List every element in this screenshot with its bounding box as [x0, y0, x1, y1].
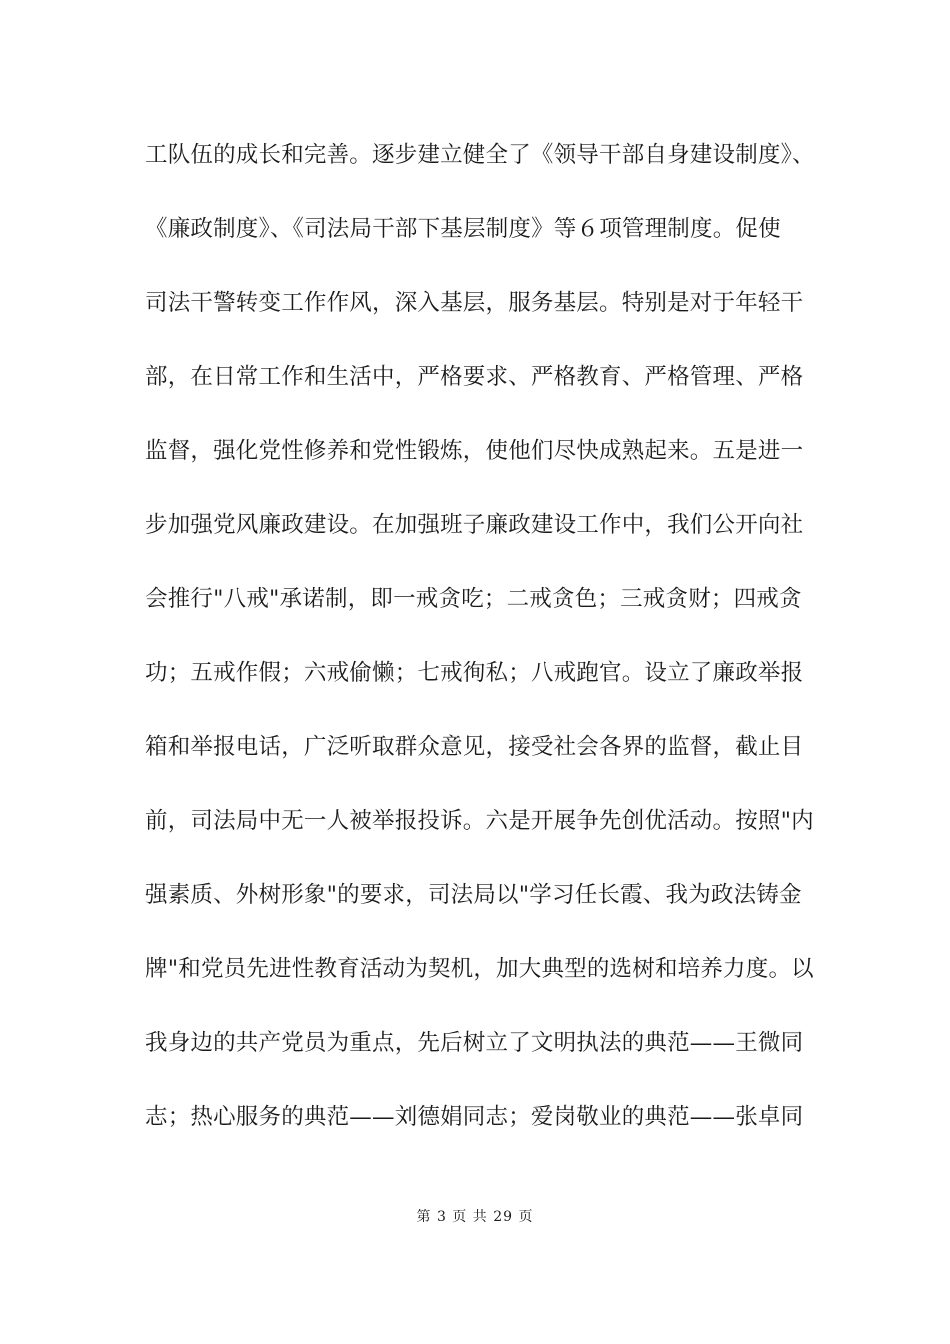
- body-text-line: 牌"和党员先进性教育活动为契机，加大典型的选树和培养力度。以: [145, 956, 814, 982]
- body-text-line: 部，在日常工作和生活中，严格要求、严格教育、严格管理、严格: [145, 364, 804, 390]
- body-text-line: 前，司法局中无一人被举报投诉。六是开展争先创优活动。按照"内: [145, 808, 814, 834]
- body-text-line: 功；五戒作假；六戒偷懒；七戒徇私；八戒跑官。设立了廉政举报: [145, 660, 804, 686]
- body-text-line: 监督，强化党性修养和党性锻炼，使他们尽快成熟起来。五是进一: [145, 438, 804, 464]
- body-text-line: 司法干警转变工作作风，深入基层，服务基层。特别是对于年轻干: [145, 290, 804, 316]
- body-text-line: 我身边的共产党员为重点，先后树立了文明执法的典范——王微同: [145, 1030, 804, 1056]
- body-text-line: 工队伍的成长和完善。逐步建立健全了《领导干部自身建设制度》、: [145, 142, 815, 168]
- body-text-line: 箱和举报电话，广泛听取群众意见，接受社会各界的监督，截止目: [145, 734, 804, 760]
- body-text-line: 志；热心服务的典范——刘德娟同志；爱岗敬业的典范——张卓同: [145, 1104, 804, 1130]
- body-text-line: 《廉政制度》、《司法局干部下基层制度》等６项管理制度。促使: [145, 216, 781, 242]
- body-text-line: 强素质、外树形象"的要求，司法局以"学习任长霞、我为政法铸金: [145, 882, 802, 908]
- body-text-line: 会推行"八戒"承诺制，即一戒贪吃；二戒贪色；三戒贪财；四戒贪: [145, 586, 802, 612]
- page-number-footer: 第 3 页 共 29 页: [416, 1209, 534, 1225]
- body-text-line: 步加强党风廉政建设。在加强班子廉政建设工作中，我们公开向社: [145, 512, 804, 538]
